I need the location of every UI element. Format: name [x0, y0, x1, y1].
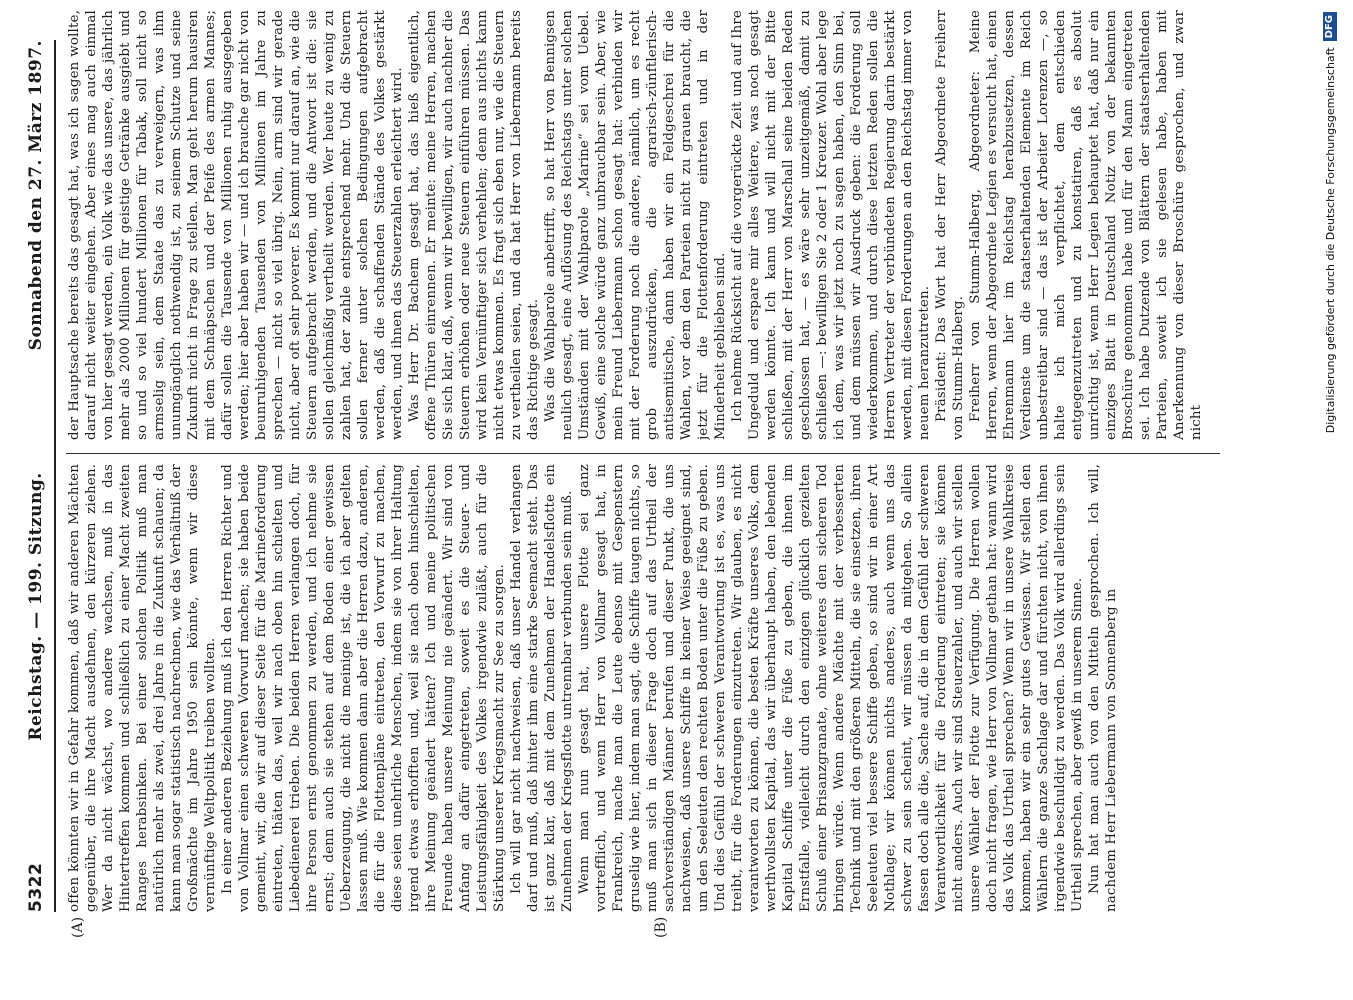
paragraph: Präsident: Das Wort hat der Herr Abgeordnete Freiherr von Stumm-Halberg.	[934, 10, 966, 440]
paragraph: Wenn man nun gesagt hat, unsere Flotte sei ganz vortrefflich, und wenn Herr von Vollmar gesagt hat, in Frankreich, mache man die Leute ebenso mit Gespenstern gruselig wie hier, indem man sagt, die Schiffe taugen nichts, so muß man sich in dieser Frage doch auf das Urtheil der sachverständigen Männer berufen und dieser Punkt, die uns nachweisen, daß unsere Schiffe in keiner Weise geeignet sind, um den Seeleuten den rechten Boden unter die Füße zu geben. Und dies Gefühl der schweren Verantwortung ist es, was uns treibt, für die Forderungen einzutreten. Wir glauben, es nicht verantworten zu können, die besten Kräfte unseres Volks, dem werthvollsten Kapital, das wir überhaupt haben, den lebenden Kapital Schiffe unter die Füße zu geben, die ihnen im Ernstfalle, vielleicht durch den einzigen glücklich gezielten Schuß einer Brisanzgranate, ohne weiteres den sicheren Tod bringen würde. Wenn andere Mächte mit der verbesserten Technik und mit den größeren Mitteln, die sie einsetzen, ihren Seeleuten viel bessere Schiffe geben, so sind wir in einer Art Nothlage; wir können nichts anderes, auch wenn uns das schwer zu sein scheint, wir müssen da mitgehen. So allein fassen doch alle die, Sache auf, die in dem Gefühl der schweren Verantwortlichkeit für die Forderung eintreten; sie können nicht anders. Auch wir sind Steuerzahler, und auch wir stellen unsere Wähler der Flotte zur Verfügung. Die Herren wollen doch nicht fragen, wie Herr von Vollmar gethan hat: wann wird das Volk das Urtheil sprechen? Wenn wir in unsere Wahlkreise kommen, haben wir ein sehr gutes Gewissen. Wir stellen den Wählern die ganze Sachlage dar und fürchten nicht, von ihnen irgendwie beschuldigt zu werden. Das Volk wird allerdings sein Urtheil sprechen, aber gewiß in unserem Sinne.	[577, 464, 1085, 912]
running-head	[6, 40, 46, 912]
paragraph: offen könnten wir in Gefahr kommen, daß wir anderen Mächten gegenüber, die ihre Macht ausdehnen, den kürzeren ziehen. Wer da nicht wächst, wo andere wachsen, muß in das Hintertreffen kommen und schließlich zu einer Macht zweiten Ranges herabsinken. Bei einer solchen Politik muß man natürlich mehr als zwei, drei Jahre in die Zukunft schauen; da kann man sogar statistisch nachrechnen, wie das Verhältniß der Großmächte im Jahre 1950 sein könnte, wenn wir diese vernünftige Weltpolitik treiben wollten.	[67, 464, 218, 912]
header-rule	[54, 40, 56, 912]
page-number: 5322	[26, 862, 46, 912]
dfg-logo: DFG	[1323, 12, 1337, 41]
session-title: Reichstag. — 199. Sitzung.	[26, 472, 46, 741]
digitization-note	[1310, 12, 1350, 992]
margin-mark-b: (B)	[653, 916, 669, 938]
right-column	[66, 10, 1225, 440]
paragraph: Ich will gar nicht nachweisen, daß unser Handel verlangen darf und muß, daß hinter ihm eine starke Seemacht steht. Das ist ganz klar, daß mit dem Zunehmen der Handelsflotte ein Zunehmen der Kriegsflotte untrennbar verbunden sein muß.	[509, 464, 575, 912]
margin-mark-a: (A)	[70, 916, 86, 938]
column-divider	[66, 453, 1220, 454]
paragraph: Ich nehme Rücksicht auf die vorgerückte Zeit und auf Ihre Ungeduld und erspare mir alles Weitere, was noch gesagt werden könnte. Ich kann und will nicht mit der Bitte schließen, mit der Herr von Marschall seine beiden Reden geschlossen hat, — es wäre sehr unzeitgemäß, damit zu schließen —: bewilligen Sie 2 oder 1 Kreuzer. Wohl aber lege ich dem, was wir jetzt noch zu sagen haben, den Sinn bei, und dem müssen wir Ausdruck geben: die Forderung soll wiederkommen, und durch diese letzten Reden sollen die Herren Vertreter der verbündeten Regierung darin bestärkt werden, mit diesen Forderungen an den Reichstag immer von neuem heranzutreten.	[730, 10, 932, 440]
digitization-text: Digitalisierung gefördert durch die Deutsche Forschungsgemeinschaft	[1323, 47, 1337, 434]
paragraph: In einer anderen Beziehung muß ich den Herren Richter und von Vollmar einen schweren Vorwurf machen; sie haben beide gemeint, wir, die wir auf dieser Seite für die Marineforderung eintreten, thäten das, weil wir nach oben hin schielten und Liebedienerei trieben. Die beiden Herren verlangen doch, für ihre Person ernst genommen zu werden, und ich nehme sie ernst; denn auch sie stehen auf dem Boden einer gewissen Ueberzeugung, die nicht die meinige ist, die ich aber gelten lassen muß. Wie kommen dann aber die Herren dazu, anderen, die für die Flottenpläne eintreten, den Vorwurf zu machen, diese seien unehrliche Menschen, indem sie von ihrer Haltung irgend etwas erhofften und, weil sie nach oben hinschielten, ihre Meinung geändert hätten? Ich und meine politischen Freunde haben unsere Meinung nie geändert. Wir sind von Anfang an dafür eingetreten, soweit es die Steuer- und Leistungsfähigkeit des Volkes irgendwie zuläßt, auch für die Stärkung unserer Kriegsmacht zur See zu sorgen.	[220, 464, 507, 912]
paragraph: Nun hat man auch von den Mitteln gesprochen. Ich will, nachdem Herr Liebermann von Sonnenberg in	[1087, 464, 1119, 912]
paragraph: der Hauptsache bereits das gesagt hat, was ich sagen wollte, darauf nicht weiter eingehen. Aber eines mag auch einmal von hier gesagt werden, ein Volk wie das unsere, das jährlich mehr als 2000 Millionen für geistige Getränke ausgiebt und so und so viel hundert Millionen für Tabak, soll nicht so armselig sein, dem Staate das zu verweigern, was ihm unumgänglich nothwendig ist, zu seinem Schutze und seine Zukunft nicht in Frage zu stellen. Man geht herum hausiren mit dem Schnäpschen und der Pfeife des armen Mannes; dafür sollen die Tausende von Millionen ruhig ausgegeben werden; hier aber haben wir — und ich brauche gar nicht von beunruhigenden Tausenden von Millionen im Jahre zu sprechen — nicht so viel übrig. Nein, arm sind wir gerade nicht, aber oft sehr poverer. Es kommt nur darauf an, wie die Steuern aufgebracht werden, und die Antwort ist die: sie sollen gleichmäßig vertheilt werden. Wer heute zu wenig zu zahlen hat, der zahle entsprechend mehr. Und die Steuern sollen ferner unter solchen Bedingungen aufgebracht werden, daß die schaffenden Stände des Volkes gestärkt werden, und ihnen das Steuerzahlen erleichtert wird.	[67, 10, 405, 440]
paragraph: Freiherr von Stumm-Halberg, Abgeordneter: Meine Herren, wenn der Abgeordnete Legien es versucht hat, einen Ehrenmann hier im Reichstag herabzusetzen, dessen Verdienste um die staatserhaltenden Elemente im Reich unbestreitbar sind — das ist der Arbeiter Lorenzen —, so halte ich mich verpflichtet, dem entschieden entgegenzutreten und zu konstatiren, daß es absolut unrichtig ist, wenn Herr Legien behauptet hat, daß nur ein einziges Blatt in Deutschland Notiz von der bekannten Broschüre genommen habe und für den Mann eingetreten sei. Ich habe Dutzende von Blättern der staatserhaltenden Parteien, soweit ich sie gelesen habe, haben mit Anerkennung von dieser Broschüre gesprochen, und zwar nicht	[968, 10, 1204, 440]
paragraph: Was Herr Dr. Bachem gesagt hat, das hieß eigentlich, offene Thüren einrennen. Er meinte: meine Herren, machen Sie sich klar, daß, wenn wir bewilligen, wir auch nachher die Steuern erhöhen oder neue Steuern einführen müssen. Das wird kein Vernünftiger sich verhehlen; denn aus nichts kann nicht etwas kommen. Es fragt sich eben nur, wie die Steuern zu vertheilen seien, und da hat Herr von Liebermann bereits das Richtige gesagt.	[407, 10, 541, 440]
session-date: Sonnabend den 27. März 1897.	[26, 40, 46, 351]
left-column	[66, 464, 1225, 912]
paragraph: Was die Wahlparole anbetrifft, so hat Herr von Bennigsen neulich gesagt, eine Auflösung des Reichstags unter solchen Umständen mit der Wahlparole „Marine“ sei vom Uebel. Gewiß, eine solche würde ganz unbrauchbar sein. Aber, wie mein Freund Liebermann schon gesagt hat: verbinden wir mit der Forderung noch die andere, nämlich, um es recht grob auszudrücken, die agrarisch-zünftlerisch-antisemitische, dann haben wir ein Feldgeschrei für die Wahlen, vor dem den Parteien nicht zu grauen braucht, die jetzt für die Flottenforderung eintreten und in der Minderheit geblieben sind.	[543, 10, 728, 440]
